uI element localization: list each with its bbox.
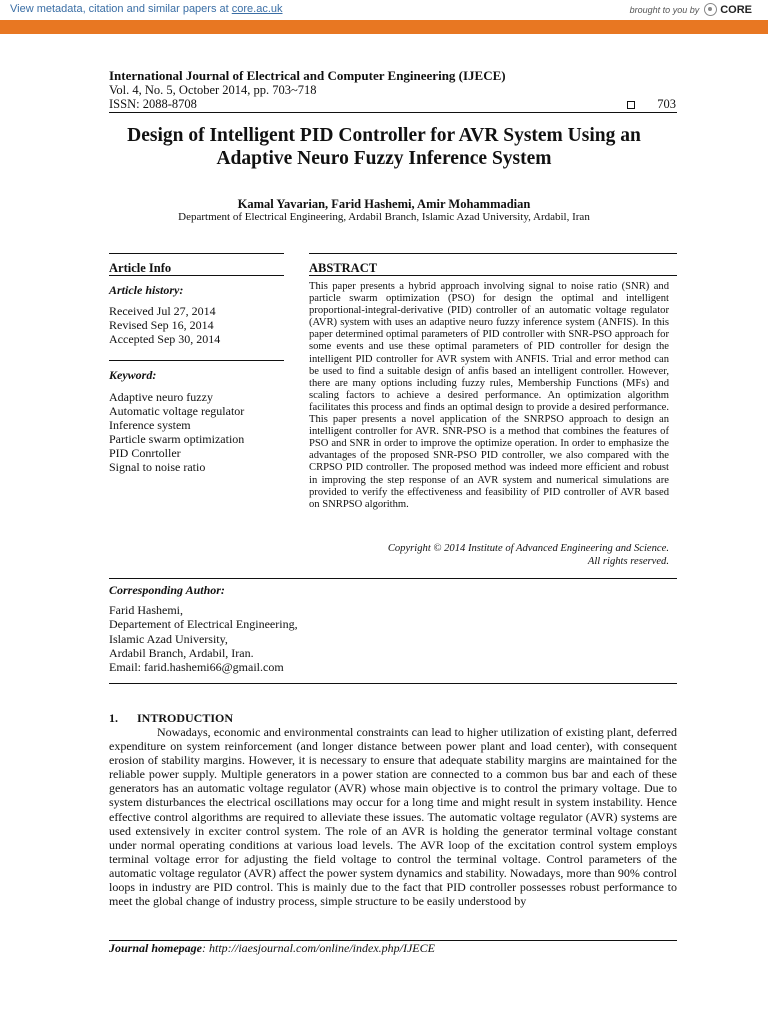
- keyword-list: [109, 390, 244, 474]
- corresponding-branch: Ardabil Branch, Ardabil, Iran.: [109, 645, 254, 660]
- copyright-line-2: All rights reserved.: [587, 556, 669, 567]
- metadata-text: View metadata, citation and similar papers at: [10, 3, 232, 15]
- abstract-rule: [309, 275, 677, 276]
- introduction-text: Nowadays, economic and environmental constraints can lead to higher utilization of existing plant, deferred expenditure on system reinforcement (and longer distance between power plant and load center), with consequent erosion of stability margins. However, it is necessary to ensure that adequate stability margins are maintained for the reliable power supply. Multiple generators in a power station are connected to a common bus bar and each of these generators has an automatic voltage regulator (AVR) whose main objective is to control the primary voltage. Due to system disturbances the electrical oscillations may occur for a long time and might result in system instability. Hence effective control algorithms are required to alleviate these issues. The automatic voltage regulator (AVR) systems are used extensively in exciter control system. The role of an AVR is holding the generator terminal voltage constant under normal operating conditions at various load levels. The AVR loop of the excitation control system employs terminal voltage error for adjusting the field voltage to control the terminal voltage. Control parameters of the automatic voltage regulator (AVR) affect the power system dynamics and stability. Nowadays, more than 90% control loops in industry are PID control. This is mainly due to the fact that PID controller possesses robust performance to meet the global change of industry process, simple structure to be easily understood by: [109, 725, 677, 909]
- issn: ISSN: 2088-8708: [109, 97, 197, 111]
- history-received: Received Jul 27, 2014: [109, 304, 216, 318]
- keyword-item: PID Conrtoller: [109, 446, 181, 460]
- keyword-item: Inference system: [109, 418, 191, 432]
- homepage-url[interactable]: : http://iaesjournal.com/online/index.php/IJECE: [202, 941, 435, 955]
- brought-text: brought to you by: [629, 4, 700, 15]
- keyword-item: Signal to noise ratio: [109, 460, 206, 474]
- article-info-heading: Article Info: [109, 261, 172, 275]
- history-list: [109, 304, 220, 346]
- journal-homepage: [109, 941, 435, 956]
- core-logo-icon: [704, 3, 717, 16]
- provider-bar: [0, 20, 768, 51]
- core-ac-uk-link[interactable]: core.ac.uk: [231, 3, 283, 15]
- core-label: CORE: [720, 3, 752, 16]
- keyword-heading: Keyword:: [109, 368, 157, 382]
- header-divider: [109, 112, 677, 113]
- corresponding-name: Farid Hashemi,: [109, 603, 183, 617]
- keyword-item: Particle swarm optimization: [109, 432, 245, 446]
- page-number-block: [627, 97, 676, 112]
- history-accepted: Accepted Sep 30, 2014: [109, 332, 221, 346]
- brought-to-you-by[interactable]: [630, 3, 752, 16]
- square-bullet-icon: [627, 101, 635, 109]
- corresponding-details: [109, 603, 298, 674]
- corresponding-university: Islamic Azad University,: [109, 631, 228, 646]
- copyright-line-1: Copyright © 2014 Institute of Advanced Engineering and Science.: [387, 543, 669, 554]
- history-divider: [109, 360, 284, 361]
- volume-info: Vol. 4, No. 5, October 2014, pp. 703~718: [109, 83, 317, 97]
- corresponding-top-rule: [109, 578, 677, 579]
- copyright: [309, 542, 669, 568]
- authors: Kamal Yavarian, Farid Hashemi, Amir Mohammadian: [237, 197, 531, 211]
- keyword-item: Automatic voltage regulator: [109, 404, 245, 418]
- abstract-top-rule: [309, 253, 677, 254]
- article-info-top-rule: [109, 253, 284, 254]
- corresponding-bottom-rule: [109, 683, 677, 684]
- paper-title: [100, 124, 668, 170]
- journal-name: International Journal of Electrical and Computer Engineering (IJECE): [109, 68, 506, 83]
- history-heading: Article history:: [109, 283, 184, 297]
- homepage-label: Journal homepage: [109, 941, 203, 955]
- introduction-paragraph: [109, 725, 677, 908]
- banner-row: [0, 0, 768, 21]
- abstract-text: This paper presents a hybrid approach involving signal to noise ratio (SNR) and particle swarm optimization (PSO) for design the optimal and intelligent proportional-integral-derivative (PID) controller of an automatic voltage regulator (AVR) system with uses an adaptive neuro fuzzy inference system (ANFIS). In this paper determined optimal parameters of PID controller with SNR-PSO approach for some events and use these optimal parameters of PID controller for design the intelligent PID controller for AVR system with ANFIS. Trial and error method can be used to find a suitable design of anfis based an intelligent controller. However, there are many options including fuzzy rules, Membership Functions (MFs) and scaling factors to achieve a desired performance. An optimization algorithm facilitates this process and finds an optimal design to provide a desired performance. This paper presents a novel application of the SNRPSO approach to design an intelligent controller for AVR. SNR-PSO is a method that combines the features of PSO and SNR in order to improve the optimize operation. In order to emphasize the advantages of the proposed SNR-PSO PID controller, we also compared with the CRPSO PID controller. The proposed method was indeed more efficient and robust in improving the step response of an AVR system and numerical simulations are provided to verify the effectiveness and feasibility of PID controller of AVR based on SNRPSO algorithm.: [309, 281, 669, 510]
- title-line-2: Adaptive Neuro Fuzzy Inference System: [216, 148, 552, 169]
- corresponding-heading: Corresponding Author:: [109, 583, 225, 597]
- page-number: 703: [657, 97, 676, 111]
- article-info-rule: [109, 275, 284, 276]
- metadata-link-line: [10, 3, 283, 15]
- corresponding-email: Email: farid.hashemi66@gmail.com: [109, 660, 284, 675]
- corresponding-dept: Departement of Electrical Engineering,: [109, 617, 298, 632]
- provided-by[interactable]: [545, 42, 754, 51]
- history-revised: Revised Sep 16, 2014: [109, 318, 214, 332]
- provided-by-label: provided by: [544, 42, 587, 51]
- provider-name: Institute of Advanced Engineering and Science: [588, 42, 754, 51]
- abstract-heading: ABSTRACT: [309, 261, 378, 275]
- section-heading-introduction: [109, 711, 233, 726]
- keyword-item: Adaptive neuro fuzzy: [109, 390, 213, 404]
- title-line-1: Design of Intelligent PID Controller for AVR System Using an: [127, 125, 641, 146]
- affiliation: Department of Electrical Engineering, Ardabil Branch, Islamic Azad University, Ardabil, Iran: [178, 211, 590, 223]
- core-banner: [0, 0, 768, 51]
- section-number: 1.: [109, 711, 118, 725]
- section-title: INTRODUCTION: [137, 711, 234, 725]
